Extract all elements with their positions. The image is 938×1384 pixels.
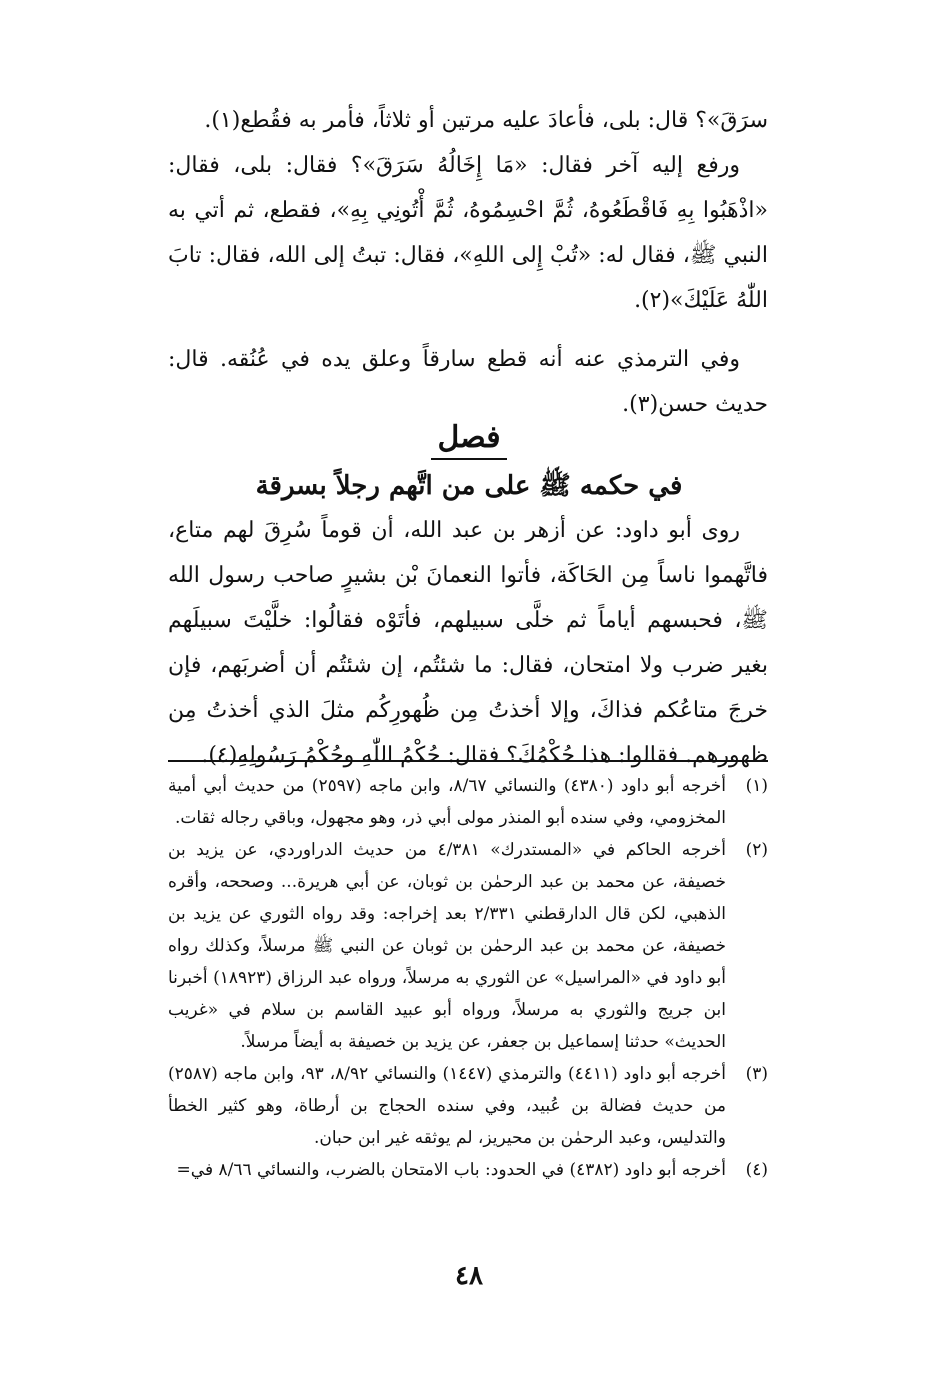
footnote-text: أخرجه أبو داود (٤٣٨٢) في الحدود: باب الامتحان بالضرب، والنسائي ٨/٦٦ في= xyxy=(176,1160,726,1180)
main-text-top xyxy=(168,98,768,427)
main-text-bottom xyxy=(168,508,768,778)
footnote xyxy=(168,770,768,834)
section-heading xyxy=(0,418,938,508)
footnote-number: (٤) xyxy=(745,1160,768,1180)
section-subtitle: في حكمه ﷺ على من اتَّهم رجلاً بسرقة xyxy=(255,471,683,501)
footnote-text: أخرجه أبو داود (٤٣٨٠) والنسائي ٨/٦٧، وابن ماجه (٢٥٩٧) من حديث أبي أمية المخزومي، وفي سنده أبو المنذر مولى أبي ذر، وهو مجهول، وباقي رجاله ثقات. xyxy=(168,776,726,828)
footnote-text: أخرجه أبو داود (٤٤١١) والترمذي (١٤٤٧) والنسائي ٨/٩٢، ٩٣، وابن ماجه (٢٥٨٧) من حديث فضالة بن عُبيد، وفي سنده الحجاج بن أرطاة، وهو كثير الخطأ والتدليس، وعبد الرحمٰن بن محيريز، لم يوثقه غير ابن حبان. xyxy=(168,1064,726,1148)
footnote xyxy=(168,1058,768,1154)
paragraph: سرَقَ»؟ قال: بلى، فأعادَ عليه مرتين أو ثلاثاً، فأمر به فقُطع(١). xyxy=(204,108,768,133)
section-title: فصل xyxy=(431,418,506,460)
footnote-number: (٢) xyxy=(745,840,768,860)
paragraph: روى أبو داود: عن أزهر بن عبد الله، أن قوماً سُرِقَ لهم متاع، فاتَّهموا ناساً مِن الحَاكَة، فأتوا النعمانَ بْن بشيرٍ صاحب رسول الله ﷺ، فحبسهم أياماً ثم خلَّى سبيلهم، فأتَوْه فقالُوا: خلَّيْتَ سبيلَهم بغير ضرب ولا امتحان، فقال: ما شئتُم، إن شئتُم أن أضربَهم، فإن خرجَ متاعُكم فذاكَ، وإلا أخذتُ مِن ظُهورِكُم مثلَ الذي أخذتُ مِن ظهورهم. فقالوا: هذا حُكْمُكَ؟ فقال: حُكْمُ اللّٰهِ وحُكْمُ رَسُولِهِ(٤). xyxy=(168,518,768,768)
paragraph: وفي الترمذي عنه أنه قطع سارقاً وعلق يده في عُنُقه. قال: حديث حسن(٣). xyxy=(168,347,768,417)
paragraph: ورفع إليه آخر فقال: «مَا إِخَالُهُ سَرَقَ»؟ فقال: بلى، فقال: «اذْهَبُوا بِهِ فَاقْطَعُوهُ، ثُمَّ احْسِمُوهُ، ثُمَّ أْتُونِي بِهِ»، فقطع، ثم أتي به النبي ﷺ، فقال له: «تُبْ إِلى اللهِ»، فقال: تبتُ إلى الله، فقال: تابَ اللّٰهُ عَلَيْكَ»(٢). xyxy=(168,153,768,313)
footnote-number: (١) xyxy=(745,776,768,796)
footnote xyxy=(168,1154,768,1186)
footnote xyxy=(168,834,768,1058)
footnote-text: أخرجه الحاكم في «المستدرك» ٤/٣٨١ من حديث الدراوردي، عن يزيد بن خصيفة، عن محمد بن عبد الرحمٰن بن ثوبان، عن أبي هريرة... وصححه، وأقره الذهبي، لكن قال الدارقطني ٢/٣٣١ بعد إخراجه: وقد رواه الثوري عن يزيد بن خصيفة، عن محمد بن عبد الرحمٰن بن ثوبان عن النبي ﷺ مرسلاً، وكذلك رواه أبو داود في «المراسيل» عن الثوري به مرسلاً، ورواه عبد الرزاق (١٨٩٢٣) أخبرنا ابن جريج والثوري به مرسلاً، ورواه أبو عبيد القاسم بن سلام في «غريب الحديث» حدثنا إسماعيل بن جعفر، عن يزيد بن خصيفة به أيضاً مرسلاً. xyxy=(168,840,727,1052)
footnote-separator xyxy=(168,760,768,762)
page-number: ٤٨ xyxy=(455,1261,483,1291)
footnotes xyxy=(168,770,768,1186)
footnote-number: (٣) xyxy=(745,1064,768,1084)
